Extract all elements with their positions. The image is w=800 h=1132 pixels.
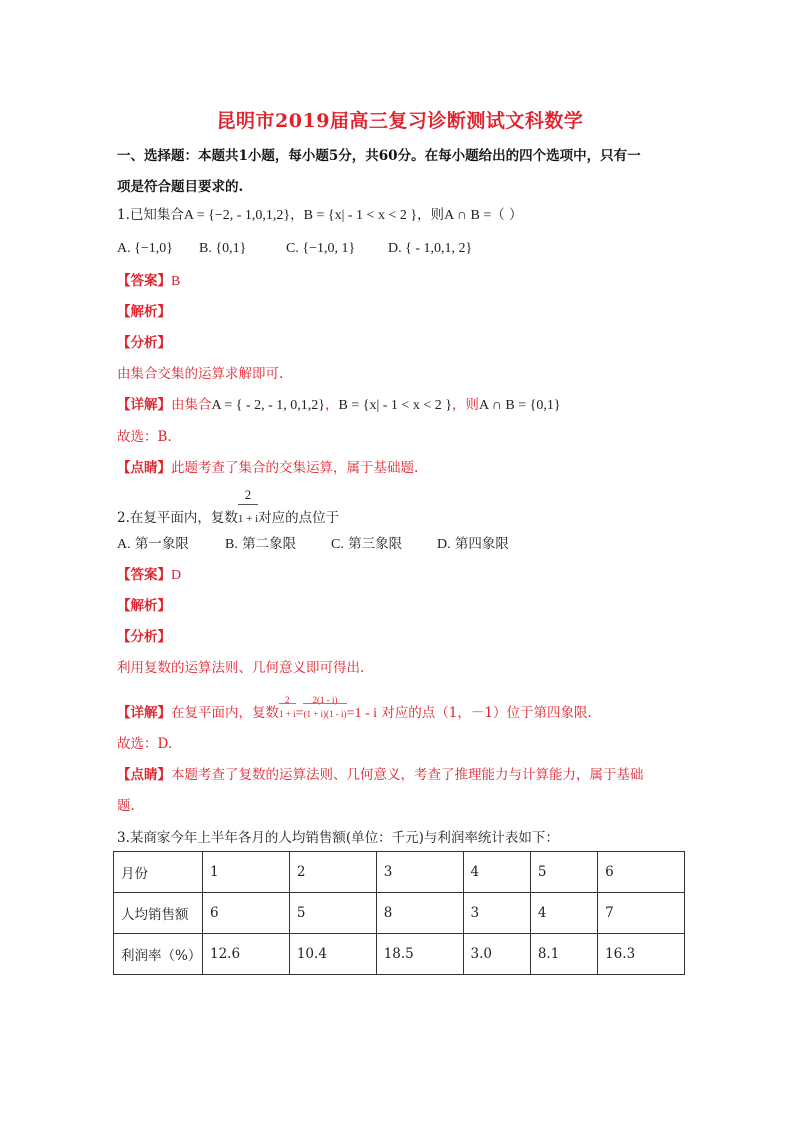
- option-text: 第一象限: [134, 536, 189, 552]
- fraction-numerator: 2: [244, 487, 252, 502]
- q2-suffix: 对应的点位于: [258, 510, 340, 526]
- table-cell: 4: [530, 893, 597, 934]
- q1-guxuan: 故选：B.: [117, 429, 172, 445]
- table-cell: 18.5: [376, 934, 463, 975]
- answer-label: 【答案】: [117, 567, 171, 583]
- option-text: { - 1,0,1, 2}: [405, 241, 473, 256]
- equals-sign: =: [295, 706, 304, 721]
- fraction-bar: [279, 703, 296, 704]
- q2-fenxi-label: 【分析】: [117, 629, 171, 645]
- table-cell: 1: [203, 852, 290, 893]
- table-cell: 8.1: [530, 934, 597, 975]
- fraction-denominator: (1 + i)(1 - i): [303, 709, 347, 719]
- q2-fraction: [237, 487, 259, 528]
- result-expression: =1 - i: [346, 706, 377, 721]
- table-cell: 3.0: [463, 934, 530, 975]
- q2-jiexi-label: 【解析】: [117, 598, 171, 614]
- dianjing-text: 此题考查了集合的交集运算，属于基础题.: [171, 460, 419, 476]
- q1-then: ，则: [417, 207, 445, 223]
- option-text: 第三象限: [348, 536, 403, 552]
- table-row: [114, 852, 685, 893]
- section-heading-line1: 一、选择题：本题共1小题，每小题5分，共60分。在每小题给出的四个选项中，只有一: [117, 148, 641, 164]
- row-header: 人均销售额: [114, 893, 203, 934]
- q2-option-a[interactable]: [117, 535, 225, 554]
- dianjing-text-line1: 本题考查了复数的运算法则、几何意义，考查了推理能力与计算能力，属于基础: [171, 767, 644, 783]
- fraction-denominator: 1 + i: [279, 709, 296, 719]
- q1-option-b[interactable]: [199, 240, 286, 258]
- xiangjie-intersection: A ∩ B = {0,1}: [478, 398, 561, 413]
- table-cell: 16.3: [598, 934, 685, 975]
- question-2-stem: [117, 487, 340, 528]
- xiangjie-label: 【详解】: [117, 397, 171, 413]
- q2-answer: [117, 566, 181, 585]
- option-letter: A.: [117, 537, 131, 552]
- stats-table: [113, 851, 685, 975]
- xiangjie-label: 【详解】: [117, 705, 171, 721]
- q2-guxuan: 故选：D.: [117, 736, 173, 752]
- dianjing-label: 【点睛】: [117, 767, 171, 783]
- xiangjie-pre: 由集合: [171, 397, 212, 413]
- xiangjie-sep: ，: [325, 397, 339, 413]
- q2-dianjing: [117, 766, 644, 784]
- q2-option-d[interactable]: [437, 535, 509, 554]
- document-title: 昆明市2019届高三复习诊断测试文科数学: [216, 110, 584, 132]
- fraction-denominator: 1 + i: [237, 513, 259, 525]
- answer-value: B: [171, 274, 181, 289]
- q2-prefix: 2.在复平面内，复数: [117, 510, 238, 526]
- xiangjie-fraction-2: [303, 695, 347, 723]
- option-text: {−1,0}: [134, 241, 173, 256]
- option-letter: B.: [225, 537, 238, 552]
- q2-fenxi-text: 利用复数的运算法则、几何意义即可得出.: [117, 660, 365, 676]
- row-header: 月份: [114, 852, 203, 893]
- row-header: 利润率（%）: [114, 934, 203, 975]
- answer-label: 【答案】: [117, 273, 171, 289]
- fraction-bar: [303, 703, 346, 704]
- table-cell: 6: [598, 852, 685, 893]
- q2-option-c[interactable]: [331, 535, 437, 554]
- table-cell: 4: [463, 852, 530, 893]
- table-cell: 7: [598, 893, 685, 934]
- table-cell: 10.4: [289, 934, 376, 975]
- option-letter: D.: [388, 241, 402, 256]
- table-cell: 5: [289, 893, 376, 934]
- q1-fenxi-text: 由集合交集的运算求解即可.: [117, 366, 284, 382]
- q1-xiangjie: [117, 396, 561, 415]
- option-text: 第二象限: [242, 536, 297, 552]
- table-cell: 8: [376, 893, 463, 934]
- q2-option-b[interactable]: [225, 535, 331, 554]
- table-cell: 3: [463, 893, 530, 934]
- fraction-bar: [238, 504, 258, 505]
- xiangjie-post: 对应的点（1，－1）位于第四象限.: [377, 705, 592, 721]
- question-3-stem: 3.某商家今年上半年各月的人均销售额(单位：千元)与利润率统计表如下：: [117, 830, 559, 846]
- table-row: [114, 893, 685, 934]
- answer-value: D: [171, 568, 182, 583]
- section-heading-line2: 项是符合题目要求的.: [117, 179, 244, 195]
- q2-dianjing-line2: 题.: [117, 798, 135, 814]
- xiangjie-set-b: B = {x| - 1 < x < 2 }: [338, 398, 452, 413]
- xiangjie-fraction-1: [279, 695, 296, 723]
- option-text: 第四象限: [454, 536, 509, 552]
- xiangjie-set-a: A = { - 2, - 1, 0,1,2}: [211, 398, 325, 413]
- question-1-options: [117, 240, 472, 258]
- q1-sep: ，: [290, 207, 304, 223]
- q1-option-d[interactable]: [388, 240, 472, 258]
- table-cell: 6: [203, 893, 290, 934]
- q1-dianjing: [117, 459, 418, 477]
- option-letter: A.: [117, 241, 131, 256]
- question-2-options: [117, 535, 509, 554]
- table-cell: 3: [376, 852, 463, 893]
- q1-jiexi-label: 【解析】: [117, 304, 171, 320]
- q1-set-a: A = {−2, - 1,0,1,2}: [183, 208, 291, 223]
- q1-fenxi-label: 【分析】: [117, 335, 171, 351]
- table-cell: 2: [289, 852, 376, 893]
- table-row: [114, 934, 685, 975]
- q1-paren: （ ）: [491, 207, 523, 223]
- q1-option-c[interactable]: [286, 240, 388, 258]
- option-text: {−1,0, 1}: [302, 241, 356, 256]
- option-text: {0,1}: [215, 241, 247, 256]
- q1-option-a[interactable]: [117, 240, 199, 258]
- q1-answer: [117, 272, 180, 291]
- dianjing-label: 【点睛】: [117, 460, 171, 476]
- xiangjie-pre: 在复平面内，复数: [171, 705, 279, 721]
- xiangjie-then: ，则: [451, 397, 479, 413]
- table-cell: 12.6: [203, 934, 290, 975]
- table-cell: 5: [530, 852, 597, 893]
- option-letter: D.: [437, 537, 451, 552]
- question-1-stem: [117, 206, 523, 225]
- fraction-numerator: 2(1 - i): [312, 695, 338, 705]
- option-letter: C.: [286, 241, 299, 256]
- option-letter: B.: [199, 241, 212, 256]
- option-letter: C.: [331, 537, 344, 552]
- q2-xiangjie: [117, 695, 592, 723]
- q1-prefix: 1.已知集合: [117, 207, 184, 223]
- q1-intersection: A ∩ B =: [444, 208, 492, 223]
- q1-set-b: B = {x| - 1 < x < 2 }: [303, 208, 418, 223]
- fraction-numerator: 2: [285, 695, 290, 705]
